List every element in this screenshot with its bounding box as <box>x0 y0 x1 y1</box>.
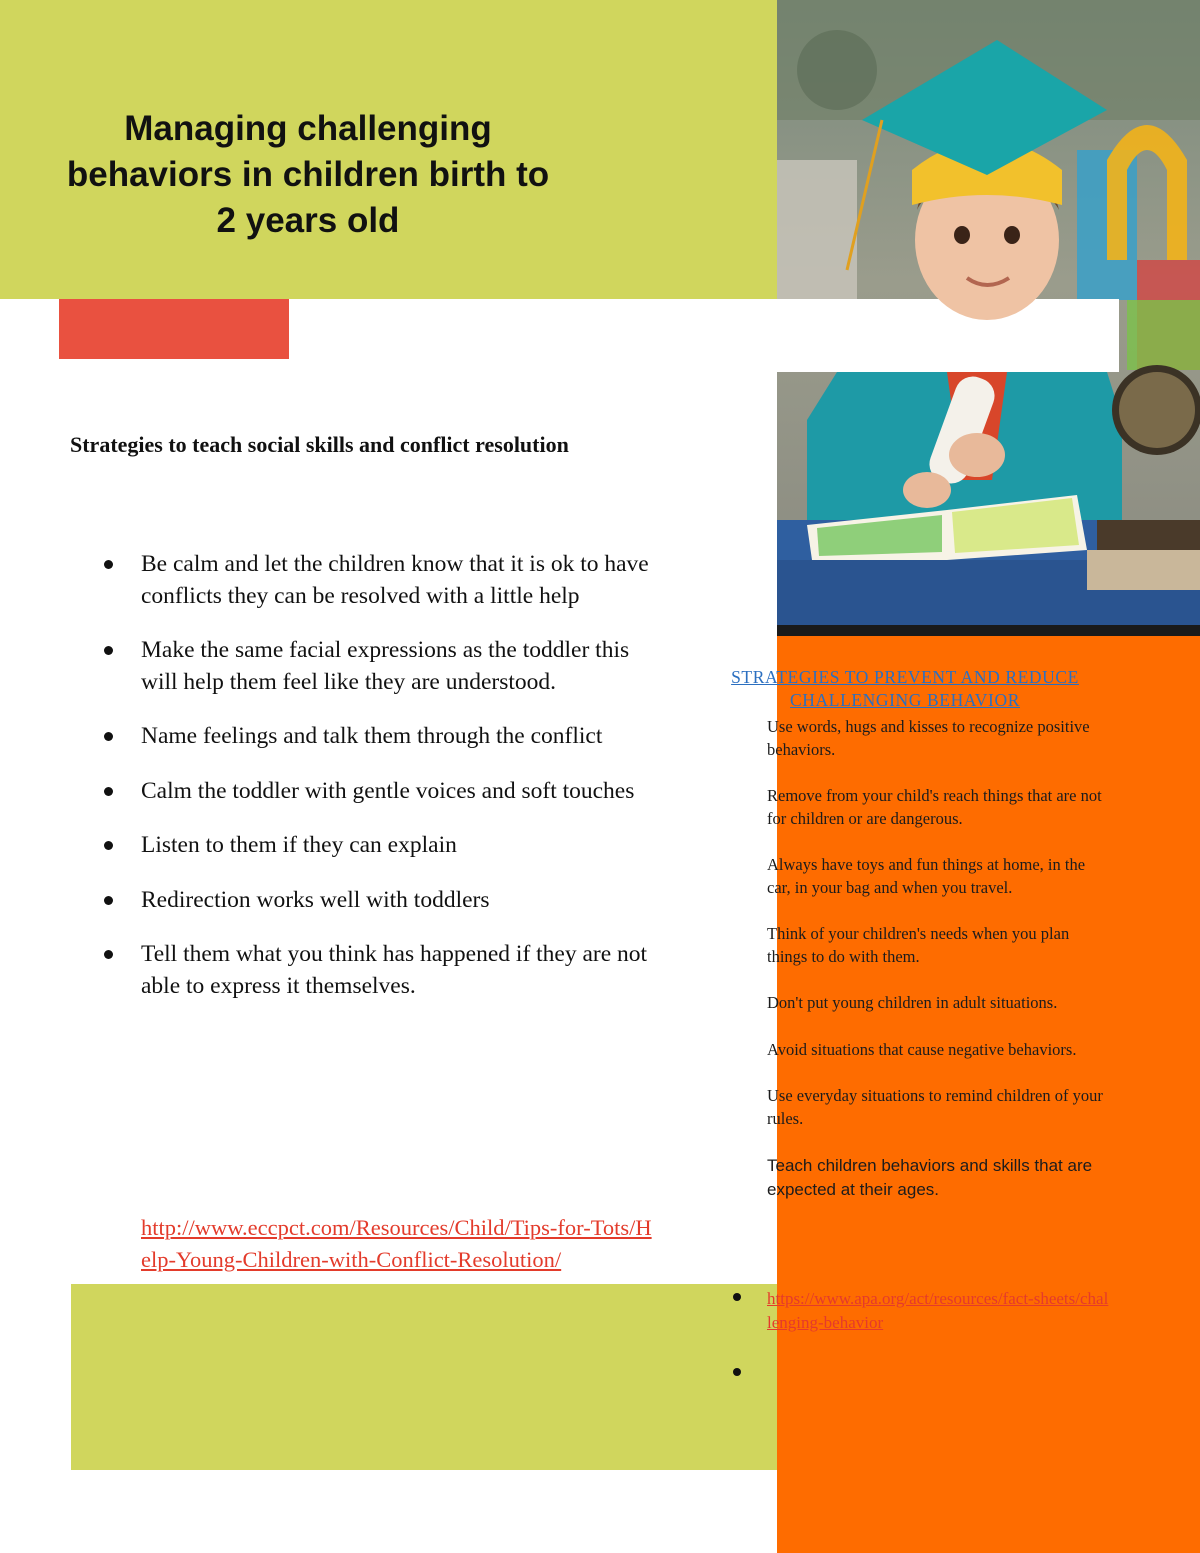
list-item: Don't put young children in adult situations. <box>767 993 1058 1012</box>
list-item: Always have toys and fun things at home, in the car, in your bag and when you travel. <box>767 855 1086 897</box>
list-item: Redirection works well with toddlers <box>104 885 664 917</box>
list-item: Name feelings and talk them through the conflict <box>104 721 664 753</box>
page-title: Managing challenging behaviors in children birth to 2 years old <box>66 109 550 240</box>
bullet-icon <box>733 1368 741 1376</box>
bullet-icon <box>733 1293 741 1301</box>
graduate-child-photo <box>777 0 1200 625</box>
list-item: Make the same facial expressions as the toddler this will help them feel like they are understood. <box>104 635 664 698</box>
red-accent-bar <box>59 299 289 359</box>
list-item: Remove from your child's reach things that are not for children or are dangerous. <box>767 786 1102 828</box>
list-item: Teach children behaviors and skills that are expected at their ages. <box>767 1156 1093 1199</box>
prevent-behavior-heading[interactable]: STRATEGIES TO PREVENT AND REDUCE CHALLENGING BEHAVIOR <box>731 667 1079 710</box>
conflict-strategies-list <box>104 549 664 1025</box>
apa-resource-link[interactable]: https://www.apa.org/act/resources/fact-sheets/challenging-behavior <box>767 1289 1109 1332</box>
prevent-strategies-list <box>767 716 1112 1226</box>
list-item: Be calm and let the children know that it is ok to have conflicts they can be resolved with a little help <box>104 549 664 612</box>
eccpct-resource-link[interactable]: http://www.eccpct.com/Resources/Child/Tips-for-Tots/Help-Young-Children-with-Conflict-Resolution/ <box>141 1215 652 1272</box>
list-item: Use words, hugs and kisses to recognize positive behaviors. <box>767 717 1090 759</box>
photo-bottom-strip <box>777 625 1200 636</box>
bottom-green-block <box>71 1284 777 1470</box>
list-item: Calm the toddler with gentle voices and soft touches <box>104 776 664 808</box>
list-item: Avoid situations that cause negative behaviors. <box>767 1039 1077 1059</box>
list-item: Tell them what you think has happened if they are not able to express it themselves. <box>104 939 664 1002</box>
list-item: Think of your children's needs when you plan things to do with them. <box>767 924 1070 966</box>
conflict-strategies-heading: Strategies to teach social skills and conflict resolution <box>70 432 569 457</box>
list-item: Use everyday situations to remind children of your rules. <box>767 1086 1103 1128</box>
list-item: Listen to them if they can explain <box>104 830 664 862</box>
